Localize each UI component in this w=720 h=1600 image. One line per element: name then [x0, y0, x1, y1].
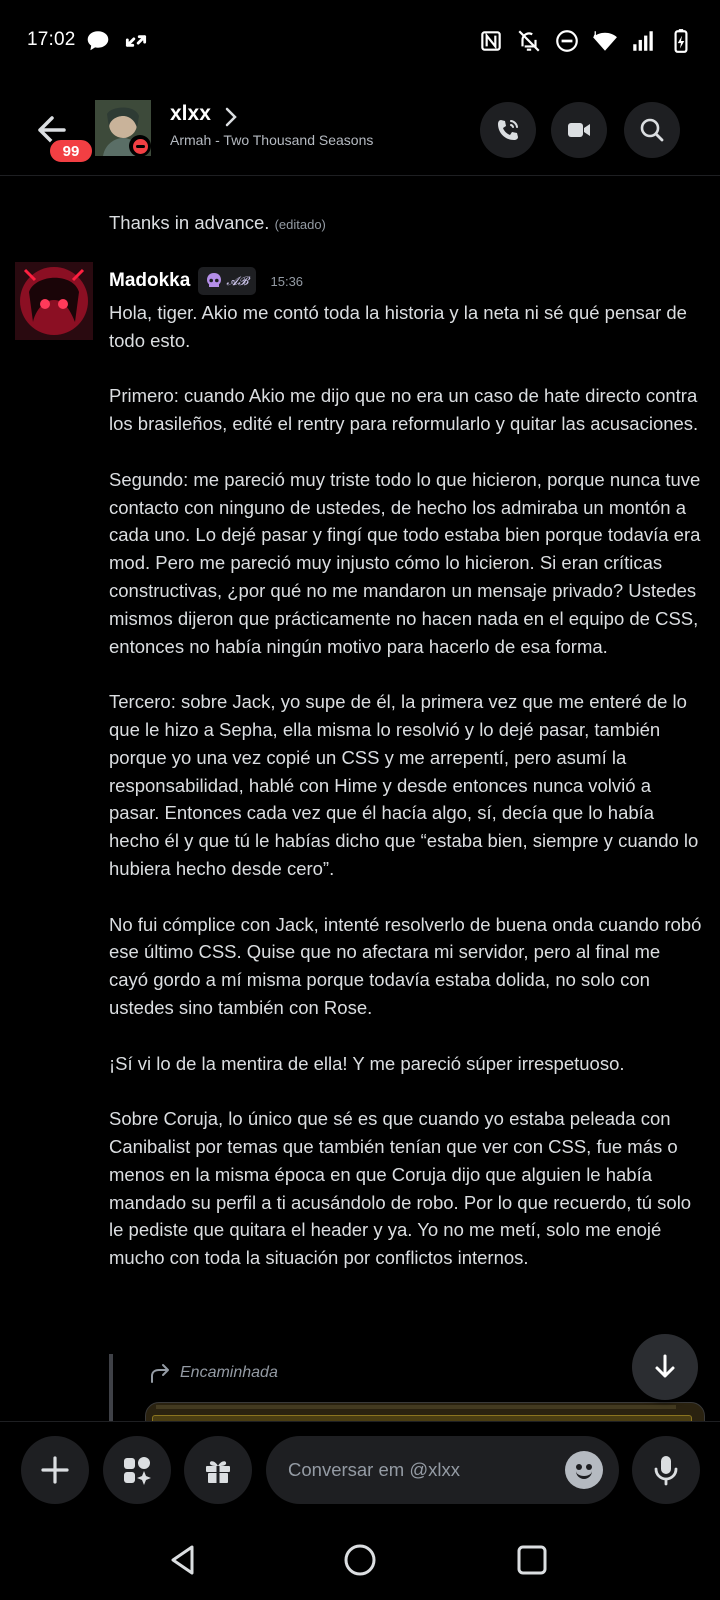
chevron-right-icon[interactable]: [222, 106, 240, 128]
message-paragraph: Primero: cuando Akio me dijo que no era un caso de hate directo contra los brasileños, edité el rentry para reformularlo y quitar las acusaciones.: [109, 385, 699, 435]
voice-message-button[interactable]: [632, 1436, 700, 1504]
message-paragraph: No fui cómplice con Jack, intenté resolverlo de buena onda cuando robó ese último CSS. Quise que no afectara mi servidor, pero al final me cayó gordo a mí misma porque todavía estaba dolida, no solo con ustedes sino también con Rose.: [109, 913, 702, 1018]
jump-to-bottom-button[interactable]: [632, 1334, 698, 1400]
signal-icon: [630, 28, 656, 54]
gift-icon: [201, 1453, 235, 1487]
search-icon: [638, 116, 666, 144]
nav-home-icon[interactable]: [342, 1542, 378, 1578]
skull-icon: [205, 272, 223, 290]
author-avatar[interactable]: [15, 262, 93, 340]
do-not-disturb-icon: [554, 28, 580, 54]
previous-message-text: Thanks in advance.: [109, 212, 270, 233]
nav-back-icon[interactable]: [166, 1542, 202, 1578]
message-paragraph: Sobre Coruja, lo único que sé es que cuando yo estaba peleada con Canibalist por temas que también tenían que ver con CSS, fue más o menos en la misma época en que Coruja dijo que alguien le había mandado su perfil a ti acusándolo de robo. Por lo que recuerdo, tú solo le pediste que quitara el header y ya. Yo no me metí, solo me enojé mucho con toda la situación por conflictos internos.: [109, 1108, 692, 1269]
mic-icon: [649, 1453, 683, 1487]
wifi-icon: [592, 28, 618, 54]
nav-recents-icon[interactable]: [514, 1542, 550, 1578]
server-tag-text: 𝓐𝓑: [226, 273, 249, 288]
message-list[interactable]: [0, 177, 720, 1421]
video-icon: [565, 116, 593, 144]
chat-header: [0, 84, 720, 176]
server-tag[interactable]: [198, 267, 255, 295]
message-paragraph: Hola, tiger. Akio me contó toda la historia y la neta ni sé qué pensar de todo esto.: [109, 302, 687, 351]
message-paragraph: Tercero: sobre Jack, yo supe de él, la primera vez que me enteré de lo que le hizo a Sepha, ella misma lo resolvió y lo dejé pasar, también porque yo una vez copié un CSS y me arrepentí, pero asumí la responsabilidad, hablé con Hime y desde entonces nunca volvió a pasar. Entonces cada vez que él hacía algo, sí, decía que lo había hecho él y que tú le habías dicho que “estaba bien, siempre y cuando lo hubiera hecho desde cero”.: [109, 691, 699, 879]
dnd-status-icon: [129, 135, 151, 157]
arrow-down-icon: [650, 1352, 680, 1382]
chat-name[interactable]: xlxx: [170, 102, 211, 125]
search-button[interactable]: [624, 102, 680, 158]
chat-bubble-icon: [85, 28, 111, 54]
plus-icon: [38, 1453, 72, 1487]
forward-arrow-icon: [148, 1362, 172, 1384]
video-call-button[interactable]: [551, 102, 607, 158]
phone-icon: [494, 116, 522, 144]
data-saver-icon: [123, 28, 149, 54]
apps-button[interactable]: [103, 1436, 171, 1504]
message-timestamp: 15:36: [270, 273, 304, 289]
composer-bar: [0, 1421, 720, 1520]
previous-message[interactable]: [109, 209, 326, 239]
message-paragraph: Segundo: me pareció muy triste todo lo que hicieron, porque nunca tuve contacto con ninguno de ustedes, de hecho los admiraba un montón a cada uno. Lo dejé pasar y fingí que todo estaba bien porque todavía era mod. Pero me pareció muy injusto cómo lo hicieron. Si eran críticas constructivas, ¿por qué no me mandaron un mensaje privado? Ustedes mismos dijeron que prácticamente no hacen nada en el equipo de CSS, entonces no había ningún motivo para hacerlo de esa forma.: [109, 468, 701, 657]
edited-label: (editado): [274, 217, 326, 232]
forwarded-label: [148, 1362, 278, 1384]
message-body[interactable]: [109, 299, 704, 1300]
status-bar: [0, 0, 720, 84]
battery-charging-icon: [668, 28, 694, 54]
apps-icon: [120, 1453, 154, 1487]
system-navigation-bar: [0, 1520, 720, 1600]
forwarded-label-text: Encaminhada: [180, 1364, 278, 1381]
author-name[interactable]: Madokka: [109, 270, 191, 291]
status-time: 17:02: [27, 29, 76, 50]
message-input-placeholder: Conversar em @xlxx: [288, 1459, 460, 1480]
gift-button[interactable]: [184, 1436, 252, 1504]
chat-status-text: Armah - Two Thousand Seasons: [170, 132, 374, 148]
bell-off-icon: [516, 28, 542, 54]
unread-badge: 99: [47, 137, 95, 165]
message-input[interactable]: [266, 1436, 619, 1504]
voice-call-button[interactable]: [480, 102, 536, 158]
emoji-icon[interactable]: [565, 1451, 603, 1489]
add-attachment-button[interactable]: [21, 1436, 89, 1504]
nfc-icon: [478, 28, 504, 54]
message-paragraph: ¡Sí vi lo de la mentira de ella! Y me pareció súper irrespetuoso.: [109, 1052, 625, 1074]
